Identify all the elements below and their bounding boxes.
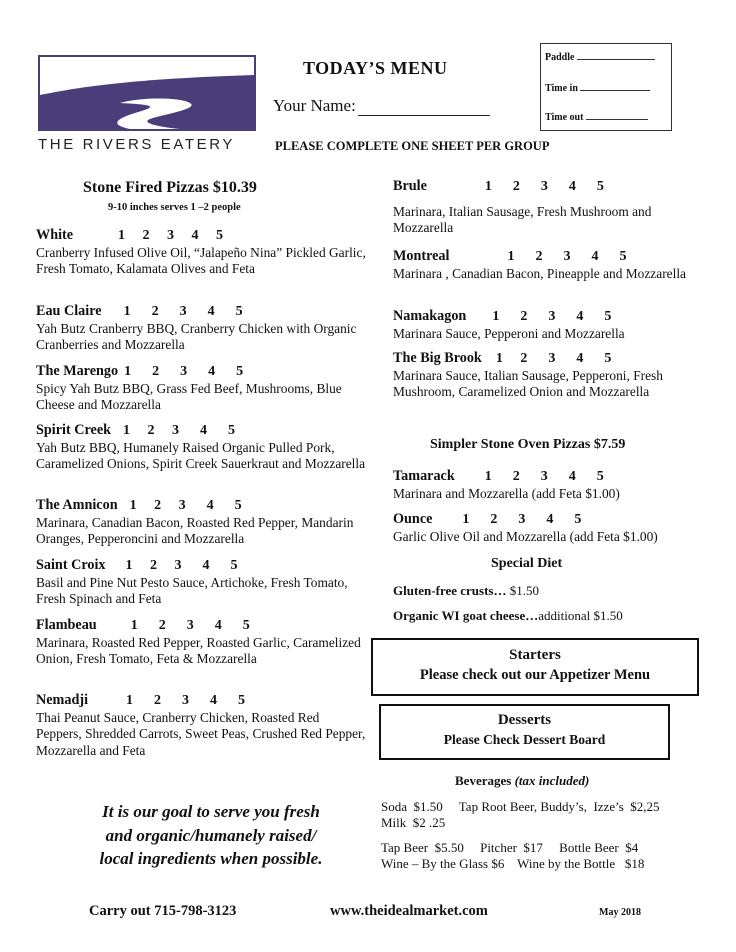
paddle-box: [540, 43, 672, 131]
pizza-saint-croix[interactable]: Saint Croix 1 2 3 4 5 Basil and Pine Nut Pesto Sauce, Artichoke, Fresh Tomato, Fresh Spinach and Feta: [36, 557, 348, 606]
pizza-marengo[interactable]: The Marengo 1 2 3 4 5 Spicy Yah Butz BBQ, Grass Fed Beef, Mushrooms, Blue Cheese and Mozzarella: [36, 363, 342, 412]
river-logo-icon: [40, 57, 254, 129]
pizza-brule[interactable]: Brule 1 2 3 4 5 Marinara, Italian Sausage, Fresh Mushroom and Mozzarella: [393, 178, 652, 235]
pizza-namakagon[interactable]: Namakagon 1 2 3 4 5 Marinara Sauce, Pepperoni and Mozzarella: [393, 308, 625, 341]
brand-name: THE RIVERS EATERY: [38, 136, 236, 153]
goal-statement: It is our goal to serve you fresh and organic/humanely raised/ local ingredients when possible.: [99, 802, 323, 868]
pizza-flambeau[interactable]: Flambeau 1 2 3 4 5 Marinara, Roasted Red Pepper, Roasted Garlic, Caramelized Onion, Fresh Tomato, Feta & Mozzarella: [36, 617, 361, 666]
time-out-field[interactable]: Time out: [545, 110, 648, 123]
beverages-title: Beverages (tax included): [455, 773, 590, 788]
paddle-field[interactable]: Paddle: [545, 50, 655, 63]
pizza-white[interactable]: White 1 2 3 4 5 Cranberry Infused Olive Oil, “Jalapeño Nina” Pickled Garlic, Fresh Tomato, Kalamata Olives and Feta: [36, 227, 366, 276]
beverages-line-1: Soda $1.50 Tap Root Beer, Buddy’s, Izze’s $2,25: [381, 799, 660, 814]
beverages-line-2: Milk $2 .25: [381, 815, 446, 830]
rivers-logo: [38, 55, 256, 131]
pizza-spirit-creek[interactable]: Spirit Creek 1 2 3 4 5 Yah Butz BBQ, Humanely Raised Organic Pulled Pork, Caramelized Onions, Spirit Creek Sauerkraut and Mozzarella: [36, 422, 366, 471]
stone-fired-title: Stone Fired Pizzas $10.39: [83, 179, 257, 196]
pizza-nemadji[interactable]: Nemadji 1 2 3 4 5 Thai Peanut Sauce, Cranberry Chicken, Roasted Red Peppers, Shredded Carrots, Sweet Peas, Crushed Red Pepper, Mozzarella and Feta: [36, 692, 366, 758]
pizza-montreal[interactable]: Montreal 1 2 3 4 5 Marinara , Canadian Bacon, Pineapple and Mozzarella: [393, 248, 686, 281]
desserts-text: Please Check Dessert Board: [443, 732, 606, 747]
time-in-field[interactable]: Time in: [545, 81, 650, 94]
pizza-big-brook[interactable]: The Big Brook 1 2 3 4 5 Marinara Sauce, Italian Sausage, Pepperoni, Fresh Mushroom, Caramelized Onion and Mozzarella: [393, 350, 663, 399]
pizza-eau-claire[interactable]: Eau Claire 1 2 3 4 5 Yah Butz Cranberry BBQ, Cranberry Chicken with Organic Cranberries and Mozzarella: [36, 303, 357, 352]
pizza-amnicon[interactable]: The Amnicon 1 2 3 4 5 Marinara, Canadian Bacon, Roasted Red Pepper, Mandarin Oranges, Pepperoncini and Mozzarella: [36, 497, 354, 546]
starters-box: [371, 638, 699, 696]
goat-cheese-line[interactable]: Organic WI goat cheese…additional $1.50: [393, 608, 623, 623]
stone-fired-serves: 9-10 inches serves 1 –2 people: [108, 202, 241, 213]
menu-title: TODAY’S MENU: [303, 58, 448, 78]
starters-text: Please check out our Appetizer Menu: [419, 667, 651, 683]
beverages-line-4: Wine – By the Glass $6 Wine by the Bottle $18: [381, 856, 645, 871]
carry-out-phone[interactable]: Carry out 715-798-3123: [89, 903, 237, 919]
menu-date: May 2018: [599, 907, 641, 918]
simpler-title: Simpler Stone Oven Pizzas $7.59: [430, 437, 626, 452]
beverages-line-3: Tap Beer $5.50 Pitcher $17 Bottle Beer $4: [381, 840, 639, 855]
starters-title: Starters: [509, 647, 561, 663]
website-link[interactable]: www.theidealmarket.com: [330, 903, 488, 919]
your-name-field[interactable]: [273, 96, 490, 116]
desserts-box: [379, 704, 670, 760]
desserts-title: Desserts: [497, 712, 552, 728]
pizza-ounce[interactable]: Ounce 1 2 3 4 5 Garlic Olive Oil and Mozzarella (add Feta $1.00): [393, 511, 658, 544]
group-instruction: PLEASE COMPLETE ONE SHEET PER GROUP: [275, 139, 550, 153]
pizza-tamarack[interactable]: Tamarack 1 2 3 4 5 Marinara and Mozzarella (add Feta $1.00): [393, 468, 620, 501]
your-name-line: [358, 101, 490, 116]
your-name-label: Your Name:: [273, 96, 356, 115]
special-diet-title: Special Diet: [491, 556, 563, 571]
gluten-free-line[interactable]: Gluten-free crusts… $1.50: [393, 583, 539, 598]
